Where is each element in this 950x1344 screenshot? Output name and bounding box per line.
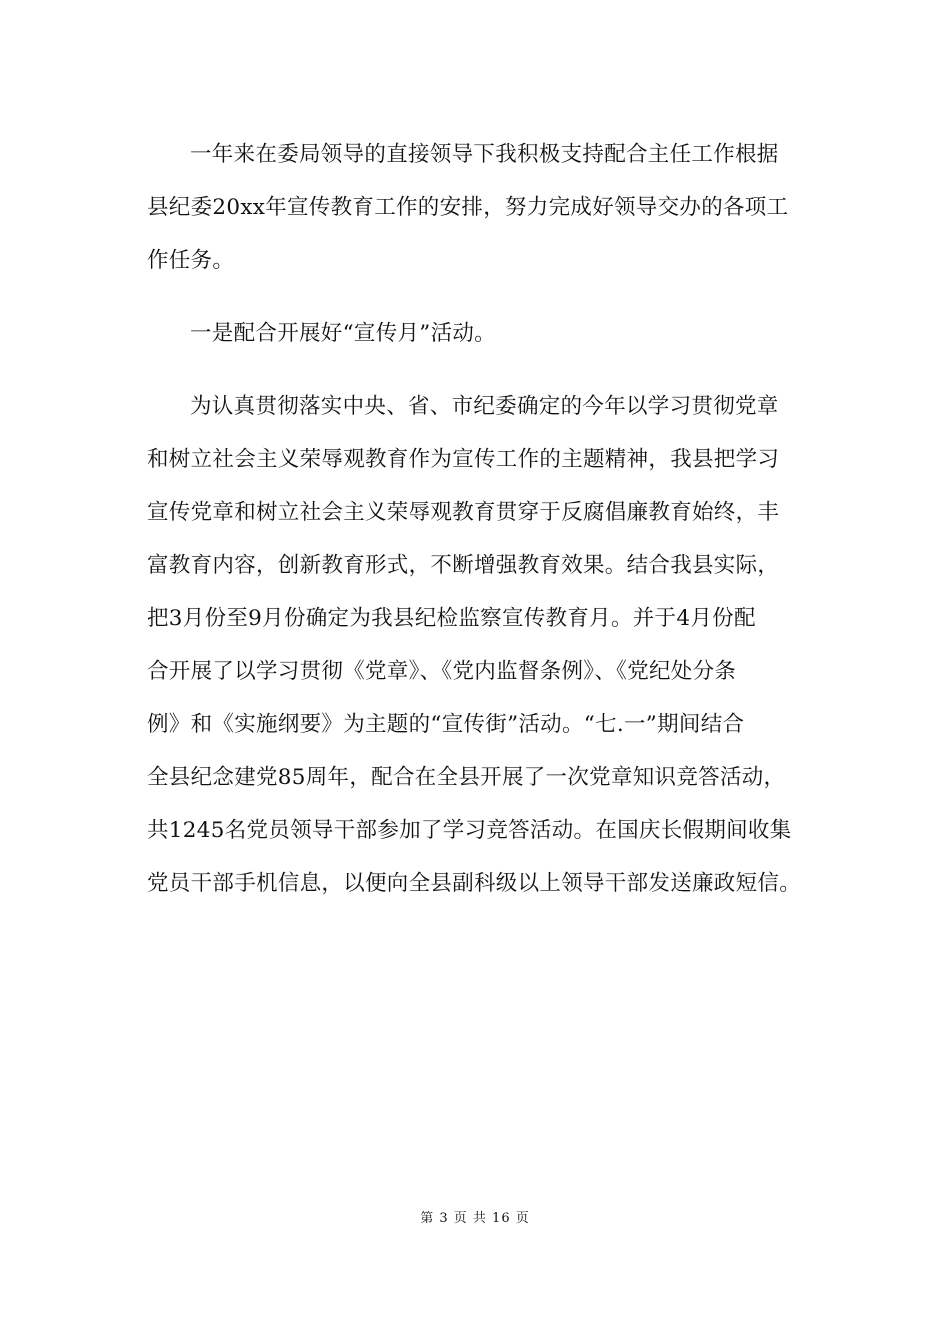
text-line: 和树立社会主义荣辱观教育作为宣传工作的主题精神，我县把学习 [147, 447, 780, 472]
text-line: 一年来在委局领导的直接领导下我积极支持配合主任工作根据 [190, 142, 779, 167]
text-line: 作任务。 [147, 248, 235, 273]
document-body [147, 132, 807, 914]
paragraph-spacer [147, 364, 807, 384]
paragraph-2 [147, 311, 807, 364]
text-line: 党员干部手机信息，以便向全县副科级以上领导干部发送廉政短信。 [147, 871, 802, 896]
text-line: 县纪委20xx年宣传教育工作的安排，努力完成好领导交办的各项工 [147, 195, 789, 220]
text-line: 共1245名党员领导干部参加了学习竞答活动。在国庆长假期间收集 [147, 818, 792, 843]
text-line: 为认真贯彻落实中央、省、市纪委确定的今年以学习贯彻党章 [190, 394, 779, 419]
paragraph-spacer [147, 291, 807, 311]
section-heading: 一是配合开展好“宣传月”活动。 [190, 321, 496, 346]
text-line: 合开展了以学习贯彻《党章》、《党内监督条例》、《党纪处分条 [147, 659, 737, 684]
paragraph-1 [147, 132, 807, 291]
text-line: 例》和《实施纲要》为主题的“宣传街”活动。“七.一”期间结合 [147, 712, 745, 737]
page-number-footer: 第 3 页 共 16 页 [420, 1211, 530, 1226]
text-line: 全县纪念建党85周年，配合在全县开展了一次党章知识竞答活动， [147, 765, 786, 790]
text-line: 把3月份至9月份确定为我县纪检监察宣传教育月。并于4月份配 [147, 606, 756, 631]
text-line: 宣传党章和树立社会主义荣辱观教育贯穿于反腐倡廉教育始终，丰 [147, 500, 780, 525]
paragraph-3 [147, 384, 807, 914]
text-line: 富教育内容，创新教育形式，不断增强教育效果。结合我县实际， [147, 553, 780, 578]
